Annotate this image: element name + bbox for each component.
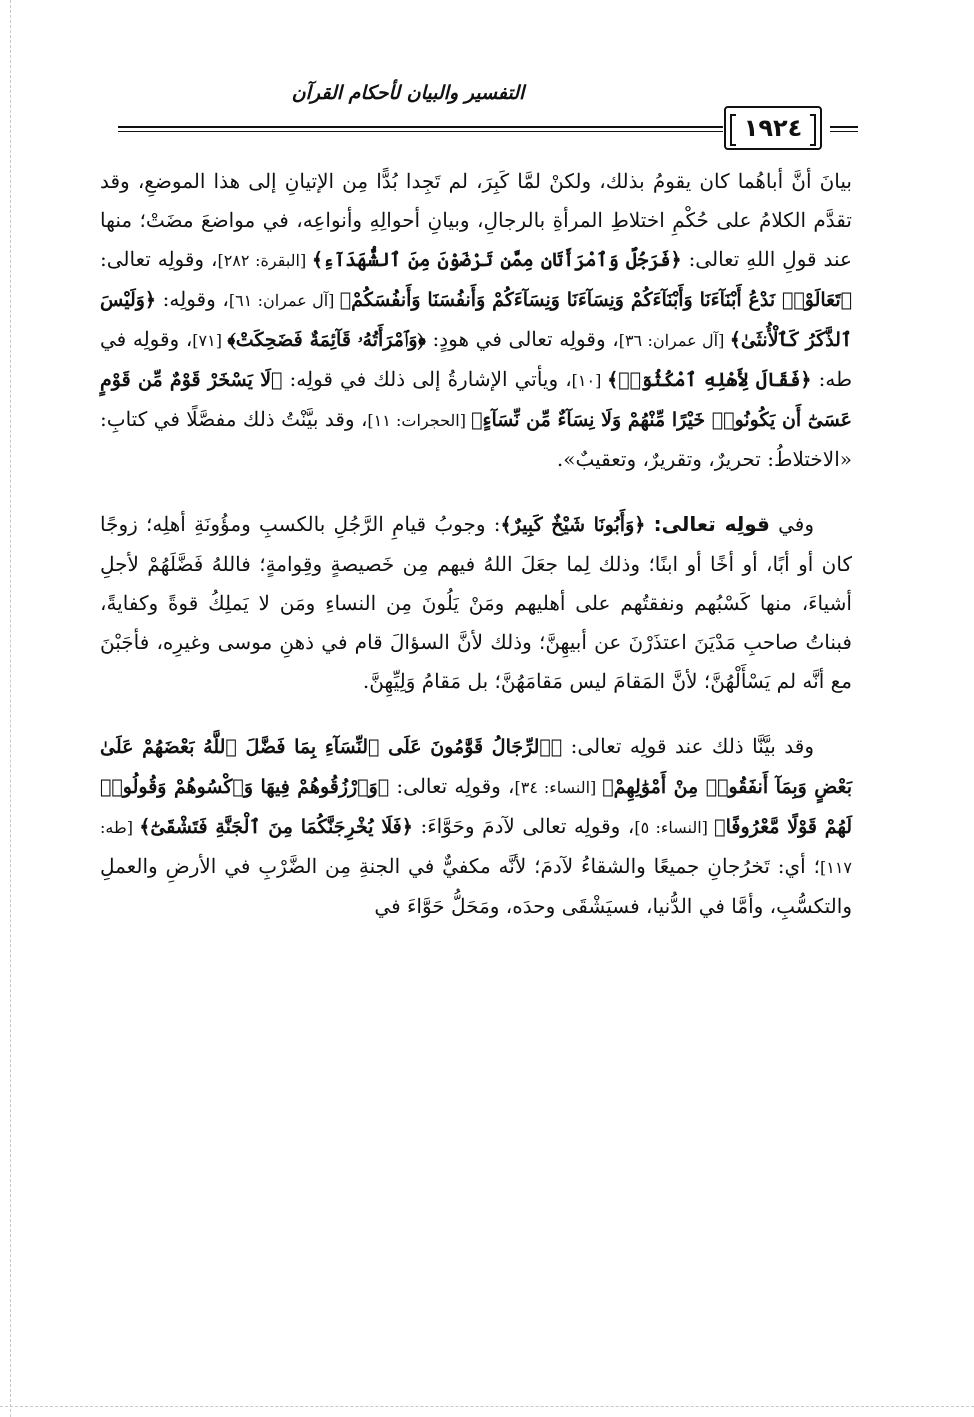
body-text: ، وقولِه: (156, 287, 229, 311)
header-rule (830, 126, 858, 128)
verse-reference: [الحجرات: ١١] (367, 411, 472, 430)
book-title: التفسير والبيان لأحكام القرآن (291, 82, 525, 104)
body-text: ، وقولِه في طه: (100, 327, 852, 391)
body-text (645, 512, 653, 536)
quran-verse: ﴿ٱلرِّجَالُ قَوَّٰمُونَ عَلَى ٱلنِّسَآءِ بِمَا فَضَّلَ ٱللَّهُ بَعْضَهُمْ عَلَىٰ بَعْضٍ وَبِمَآ أَنفَقُوا۟ مِنْ أَمْوَٰلِهِمْ﴾ (100, 736, 853, 798)
page-header (118, 70, 858, 152)
verse-reference: [النساء: ٥] (634, 818, 715, 837)
verse-reference: [آل عمران: ٣٦] (618, 331, 730, 350)
inline-heading: قولِه تعالى: (653, 512, 770, 536)
header-rule (830, 131, 858, 132)
body-text: ، ويأتي الإشارةُ إلى ذلك في قولِه: (282, 367, 572, 391)
quran-verse: ﴿وَٱمْرَأَتُهُۥ قَآئِمَةٌ فَضَحِكَتْ﴾ (227, 329, 426, 351)
body-text: : وجوبُ قيامِ الرَّجُلِ بالكسبِ ومؤُونَةِ أهلِه؛ زوجًا كان أو أبًا، أو أخًا أو ابنًا؛ وذلك لِما جعَلَ اللهُ فيهم مِن خَصيصةٍ وقِوامةٍ؛ فاللهُ فَضَّلَهُمْ لأجلِ أشياءَ، منها كَسْبُهم ونفقتُهم على أهليهم ومَنْ يَلُونَ مِن النساءِ ومَن لا يَملِكُ قوةً وكفايةً، فبناتُ صاحبِ مَدْيَنَ اعتذَرْنَ عن أبيهِنَّ؛ وذلك لأنَّ السؤالَ قام في ذهنِ موسى وغيرِه، فأجَبْنَ مع أنَّه لم يَسْأَلْهُنَّ؛ لأنَّ المَقامَ ليس مَقامَهُنَّ؛ بل مَقامُ وَلِيِّهِنَّ. (100, 512, 852, 693)
body-text: وقد بيَّنَّا ذلك عند قولِه تعالى: (562, 734, 814, 758)
body-text: ، وقد بيَّنْتُ ذلك مفصَّلًا في كتابِ: «الاختلاطُ: تحريرٌ، وتقريرٌ، وتعقيبٌ». (100, 407, 852, 471)
quran-verse: ﴿وَٱرْزُقُوهُمْ فِيهَا وَٱكْسُوهُمْ وَقُولُوا۟ لَهُمْ قَوْلًا مَّعْرُوفًا﴾ (100, 776, 852, 838)
quran-verse: ﴿وَلَيْسَ ٱلذَّكَرُ كَٱلْأُنثَىٰ﴾ (100, 289, 853, 351)
quran-verse: ﴿فَرَجُلٌ وَٱمْرَأَتَانِ مِمَّن تَرْضَوْنَ مِنَ ٱلشُّهَدَآءِ﴾ (311, 249, 682, 271)
body-text: ، وقولِه تعالى لآدمَ وحَوَّاءَ: (412, 814, 635, 838)
verse-reference: [النساء: ٣٤] (514, 778, 603, 797)
paragraph-1 (100, 162, 852, 479)
verse-reference: [٧١] (192, 331, 228, 350)
scan-edge-left (10, 0, 11, 1417)
scan-edge-bottom (0, 1406, 974, 1407)
page-number: ١٩٢٤ (724, 106, 822, 150)
verse-reference: [١٠] (571, 371, 608, 390)
body-text: ، وقولِه تعالى: (389, 774, 515, 798)
body-text: وفي (769, 512, 815, 536)
body-text: بيانَ أنَّ أباهُما كان يقومُ بذلك، ولكنْ لمَّا كَبِرَ، لم تَجِدا بُدًّا مِن الإتيانِ إلى هذا الموضعِ، وقد تقدَّم الكلامُ على حُكْمِ اختلاطِ المرأةِ بالرجالِ، وبيانِ أحوالِهِ وأنواعِه، في مواضعَ مضَتْ؛ منها عند قولِ اللهِ تعالى: (100, 169, 852, 271)
paragraph-2 (100, 505, 852, 701)
body-text: ؛ أي: تَخرُجانِ جميعًا والشقاءُ لآدمَ؛ لأنَّه مكفيٌّ في الجنةِ مِن الضَّرْبِ في الأرضِ والعملِ والتكسُّبِ، وأمَّا في الدُّنيا، فسيَشْقَى وحدَه، ومَحَلُّ حَوَّاءَ في (100, 854, 852, 918)
body-text: ، وقولِه تعالى في هودٍ: (425, 327, 619, 351)
page-body (100, 162, 852, 952)
header-rule (118, 126, 723, 128)
quran-verse: ﴿تَعَالَوْا۟ نَدْعُ أَبْنَآءَنَا وَأَبْنَآءَكُمْ وَنِسَآءَنَا وَنِسَآءَكُمْ وَأَنفُسَنَا وَأَنفُسَكُمْ﴾ (339, 289, 853, 311)
verse-reference: [البقرة: ٢٨٢] (217, 251, 312, 270)
quran-verse: ﴿فَلَا يُخْرِجَنَّكُمَا مِنَ ٱلْجَنَّةِ فَتَشْقَىٰٓ﴾ (139, 816, 413, 838)
verse-reference: [آل عمران: ٦١] (228, 291, 340, 310)
quran-verse: ﴿وَأَبُونَا شَيْخٌ كَبِيرٌ﴾ (500, 514, 646, 536)
quran-verse: ﴿لَا يَسْخَرْ قَوْمٌ مِّن قَوْمٍ عَسَىٰٓ أَن يَكُونُوا۟ خَيْرًا مِّنْهُمْ وَلَا نِسَآءٌ مِّن نِّسَآءٍ﴾ (100, 369, 852, 431)
verse-reference: [طه: ١١٧] (100, 818, 852, 877)
header-rule (118, 131, 723, 132)
quran-verse: ﴿فَقَالَ لِأَهْلِهِ ٱمْكُثُوٓا۟﴾ (607, 369, 812, 391)
body-text: ، وقولِه تعالى: (100, 247, 218, 271)
paragraph-3 (100, 727, 852, 926)
